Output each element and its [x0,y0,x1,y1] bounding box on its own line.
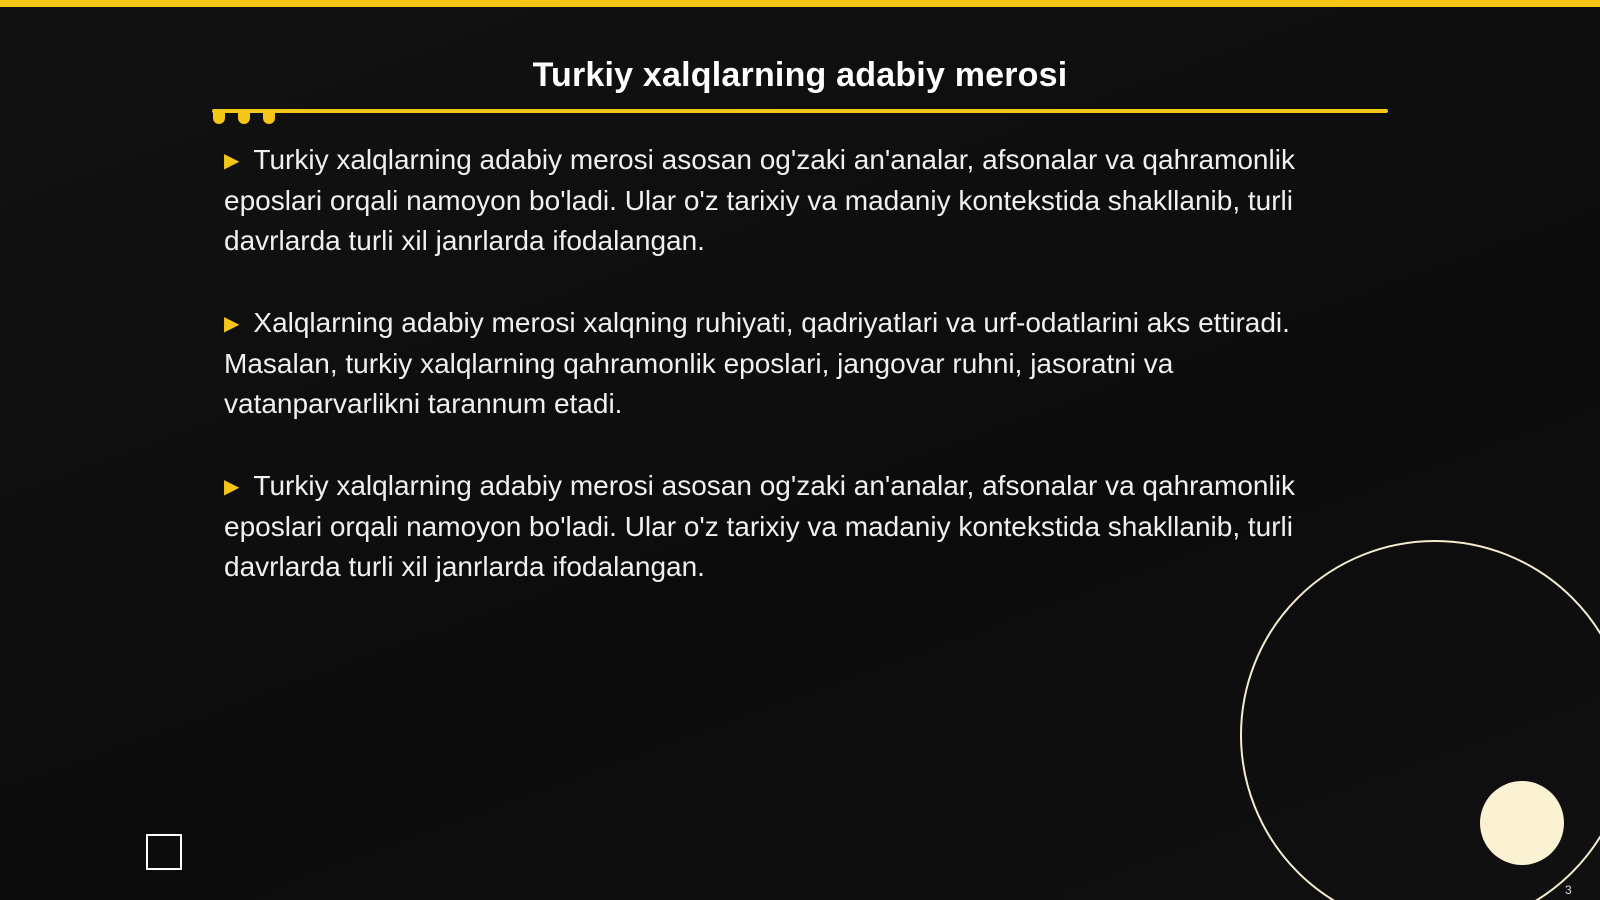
decorative-circle-filled [1480,781,1564,865]
bullet-text: Turkiy xalqlarning adabiy merosi asosan og'zaki an'analar, afsonalar va qahramonlik eposlari orqali namoyon bo'ladi. Ular o'z tarixiy va madaniy kontekstida shakllanib, turli davrlarda turli xil janrlarda ifodalangan. [224,470,1295,582]
decorative-dot [213,110,225,124]
decorative-dot [238,110,250,124]
page-number: 3 [1565,883,1572,897]
bullet-text: Xalqlarning adabiy merosi xalqning ruhiyati, qadriyatlari va urf-odatlarini aks ettiradi. Masalan, turkiy xalqlarning qahramonlik eposlari, jangovar ruhni, jasoratni va vatanparvarlikni tarannum etadi. [224,307,1290,419]
decorative-square [146,834,182,870]
triangle-bullet-icon: ▶ [224,150,240,172]
bullet-list [224,140,1374,629]
bullet-text: Turkiy xalqlarning adabiy merosi asosan og'zaki an'analar, afsonalar va qahramonlik eposlari orqali namoyon bo'ladi. Ular o'z tarixiy va madaniy kontekstida shakllanib, turli davrlarda turli xil janrlarda ifodalangan. [224,144,1295,256]
bullet-item [224,140,1374,261]
bullet-item [224,303,1374,424]
title-underline [212,109,1388,113]
triangle-bullet-icon: ▶ [224,313,240,335]
decorative-dot [263,110,275,124]
bullet-item [224,466,1374,587]
triangle-bullet-icon: ▶ [224,476,240,498]
top-accent-bar [0,0,1600,7]
slide-title: Turkiy xalqlarning adabiy merosi [532,56,1068,94]
